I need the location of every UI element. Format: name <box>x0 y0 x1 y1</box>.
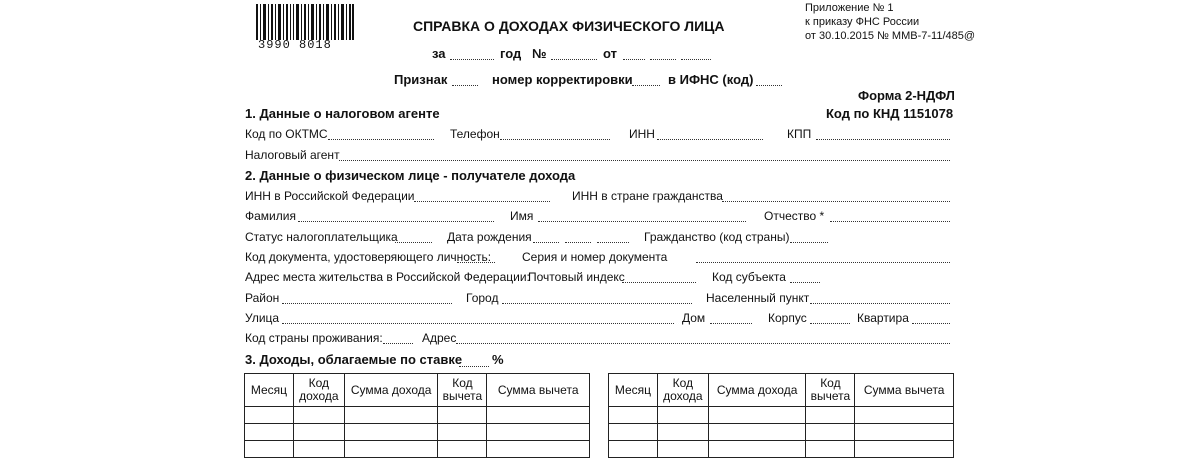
agent-inn-label: ИНН <box>629 127 655 141</box>
col-income-sum-header: Сумма дохода <box>708 374 806 407</box>
postal-code-label: Почтовый индекс <box>528 270 625 284</box>
locality-field[interactable] <box>810 303 950 304</box>
table-row <box>245 424 590 441</box>
apartment-field[interactable] <box>912 323 950 324</box>
priznak-label: Признак <box>394 72 448 87</box>
name-field[interactable] <box>538 221 746 222</box>
apartment-label: Квартира <box>857 311 909 325</box>
number-field[interactable] <box>551 59 597 60</box>
inn-foreign-field[interactable] <box>722 201 950 202</box>
appendix-line-1: Приложение № 1 <box>805 2 894 14</box>
ifns-code-label: в ИФНС (код) <box>668 72 754 87</box>
inn-rf-label: ИНН в Российской Федерации <box>245 189 415 203</box>
country-code-label: Код страны проживания: <box>245 331 383 345</box>
table-row <box>609 424 954 441</box>
barcode-number: 3990 8018 <box>258 38 332 52</box>
city-field[interactable] <box>502 303 692 304</box>
col-deduction-sum-header: Сумма вычета <box>855 374 954 407</box>
citizenship-label: Гражданство (код страны) <box>644 230 790 244</box>
ifns-code-field[interactable] <box>756 85 782 86</box>
house-label: Дом <box>682 311 706 325</box>
kpp-field[interactable] <box>816 139 950 140</box>
house-field[interactable] <box>710 323 752 324</box>
address-field[interactable] <box>456 343 950 344</box>
table-header-row <box>609 374 954 407</box>
knd-code: Код по КНД 1151078 <box>826 106 954 121</box>
address-label: Адрес <box>422 331 457 345</box>
year-field[interactable] <box>450 59 494 60</box>
region-code-label: Код субъекта <box>712 270 786 284</box>
country-code-field[interactable] <box>383 343 413 344</box>
date-from-label: от <box>603 46 617 61</box>
kpp-label: КПП <box>787 127 812 141</box>
section3-title: 3. Доходы, облагаемые по ставке <box>245 352 463 367</box>
doc-code-field[interactable] <box>457 262 495 263</box>
citizenship-field[interactable] <box>790 242 828 243</box>
patronymic-field[interactable] <box>830 221 950 222</box>
birth-month-field[interactable] <box>565 242 591 243</box>
col-deduction-code-header: Код вычета <box>438 374 487 407</box>
barcode <box>256 4 354 40</box>
district-label: Район <box>245 291 280 305</box>
tax-rate-field[interactable] <box>459 366 489 367</box>
table-header-row <box>245 374 590 407</box>
inn-rf-field[interactable] <box>414 201 550 202</box>
date-day-field[interactable] <box>623 59 645 60</box>
table-row <box>609 441 954 458</box>
tax-agent-field[interactable] <box>339 160 950 161</box>
number-label: № <box>532 46 547 61</box>
income-table-left <box>244 373 590 458</box>
correction-number-label: номер корректировки <box>492 72 633 87</box>
section1-title: 1. Данные о налоговом агенте <box>245 106 440 121</box>
surname-label: Фамилия <box>245 209 296 223</box>
doc-series-label: Серия и номер документа <box>522 250 668 264</box>
appendix-line-3: от 30.10.2015 № ММВ-7-11/485@ <box>805 30 976 42</box>
building-label: Корпус <box>768 311 807 325</box>
birth-day-field[interactable] <box>533 242 559 243</box>
col-month-header: Месяц <box>245 374 294 407</box>
birth-date-label: Дата рождения <box>447 230 532 244</box>
section2-title: 2. Данные о физическом лице - получателе дохода <box>245 168 576 183</box>
street-label: Улица <box>245 311 280 325</box>
status-label: Статус налогоплательщика <box>245 230 398 244</box>
oktmo-field[interactable] <box>328 139 434 140</box>
locality-label: Населенный пункт <box>706 291 810 305</box>
income-table-right <box>608 373 954 458</box>
correction-number-field[interactable] <box>632 85 660 86</box>
col-month-header: Месяц <box>609 374 658 407</box>
col-deduction-sum-header: Сумма вычета <box>487 374 590 407</box>
date-month-field[interactable] <box>650 59 676 60</box>
table-row <box>245 407 590 424</box>
name-label: Имя <box>510 209 534 223</box>
form-title: СПРАВКА О ДОХОДАХ ФИЗИЧЕСКОГО ЛИЦА <box>413 18 725 34</box>
street-field[interactable] <box>282 323 674 324</box>
col-income-code-header: Код дохода <box>657 374 708 407</box>
tax-agent-label: Налоговый агент <box>245 148 340 162</box>
table-row <box>609 407 954 424</box>
doc-series-field[interactable] <box>696 262 950 263</box>
date-year-field[interactable] <box>681 59 711 60</box>
percent-sign: % <box>492 352 504 367</box>
phone-label: Телефон <box>450 127 500 141</box>
district-field[interactable] <box>282 303 452 304</box>
doc-code-label: Код документа, удостоверяющего личность: <box>245 250 492 264</box>
table-row <box>245 441 590 458</box>
inn-foreign-label: ИНН в стране гражданства <box>572 189 723 203</box>
postal-code-field[interactable] <box>622 282 696 283</box>
year-label: год <box>500 46 522 61</box>
col-deduction-code-header: Код вычета <box>806 374 855 407</box>
patronymic-label: Отчество * <box>764 209 825 223</box>
address-rf-label: Адрес места жительства в Российской Федерации: <box>245 270 530 284</box>
za-label: за <box>432 46 446 61</box>
building-field[interactable] <box>810 323 850 324</box>
phone-field[interactable] <box>500 139 610 140</box>
form-name: Форма 2-НДФЛ <box>858 88 955 103</box>
birth-year-field[interactable] <box>597 242 629 243</box>
agent-inn-field[interactable] <box>657 139 763 140</box>
col-income-sum-header: Сумма дохода <box>344 374 438 407</box>
city-label: Город <box>466 291 499 305</box>
region-code-field[interactable] <box>790 282 820 283</box>
appendix-line-2: к приказу ФНС России <box>805 16 920 28</box>
priznak-field[interactable] <box>452 85 478 86</box>
col-income-code-header: Код дохода <box>293 374 344 407</box>
oktmo-label: Код по ОКТМС <box>245 127 328 141</box>
surname-field[interactable] <box>298 221 494 222</box>
status-field[interactable] <box>395 242 432 243</box>
